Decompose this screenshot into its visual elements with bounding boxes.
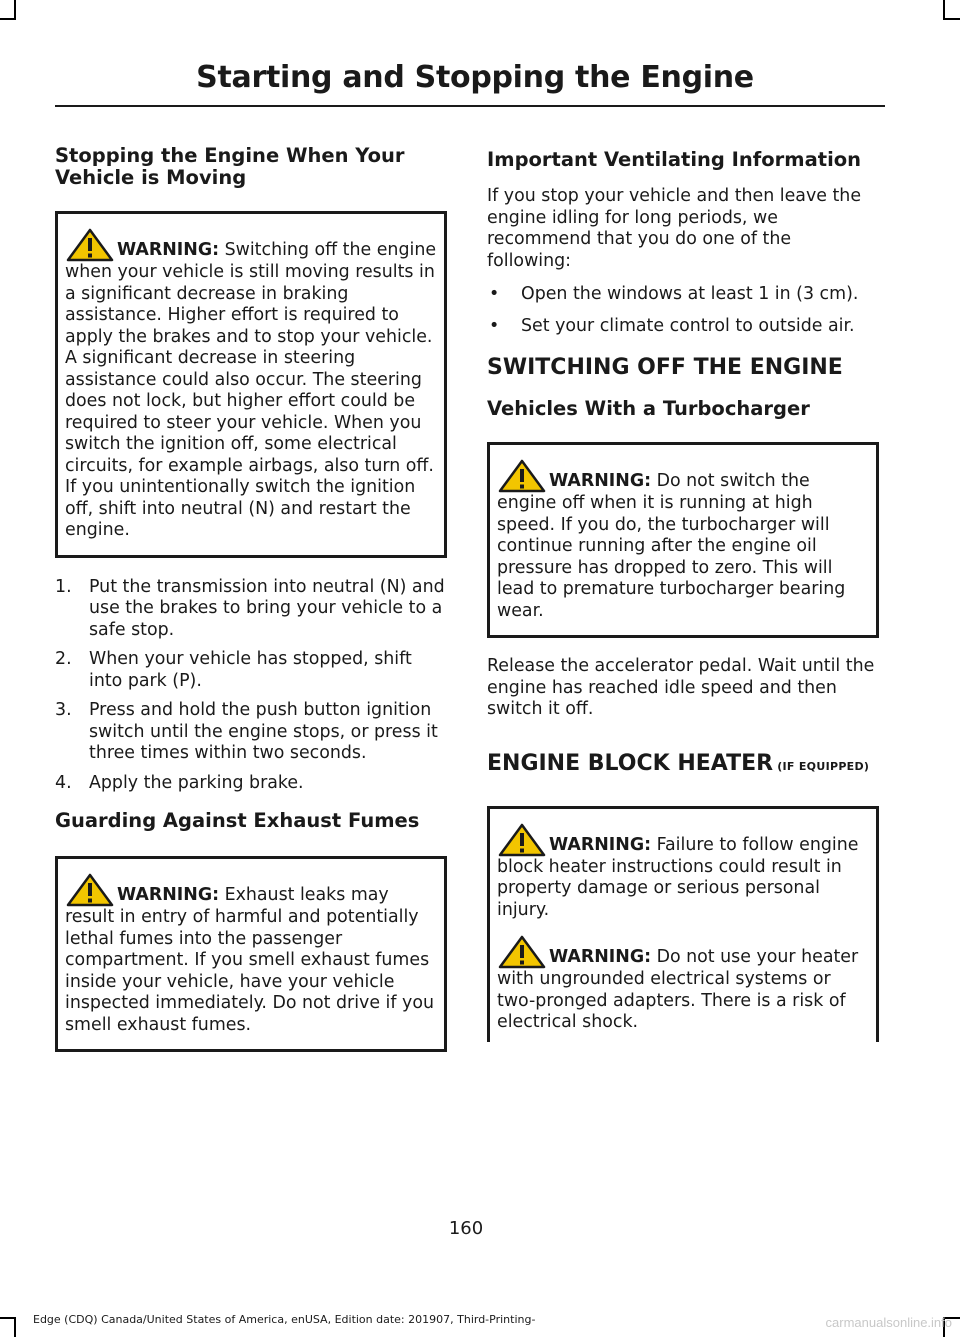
warning-text: Exhaust leaks may result in entry of harmful and potentially lethal fumes into the passenger compartment. If you smell exhaust fumes inside your vehicle, have your vehicle inspected immediately. Do not drive if you smell exhaust fumes. — [65, 885, 434, 1035]
edition-footer: Edge (CDQ) Canada/United States of America, enUSA, Edition date: 201907, Third-Printing- — [33, 1313, 536, 1326]
warning-label: WARNING: — [117, 885, 220, 905]
crop-mark — [0, 1317, 16, 1319]
warning-paragraph — [497, 935, 869, 1034]
warning-text: Switching off the engine when your vehicle is still moving results in a significant decrease in braking assistance. Higher effort is required to apply the brakes and to stop your vehicle. A significant decrease in steering assistance could also occur. The steering does not lock, but higher effort could be required to steer your vehicle. When you switch the ignition off, some electrical circuits, for example airbags, also turn off. If you unintentionally switch the ignition off, shift into neutral (N) and restart the engine. — [65, 240, 437, 540]
stopping-steps-list — [55, 577, 447, 795]
warning-box-exhaust — [55, 856, 447, 1052]
warning-label: WARNING: — [117, 240, 220, 260]
warning-box-heater — [487, 806, 879, 1042]
heater-heading-suffix: (IF EQUIPPED) — [773, 759, 870, 773]
page-number: 160 — [448, 1218, 484, 1239]
watermark: carmanualsonline.info — [825, 1315, 952, 1330]
bullet: • — [489, 284, 500, 304]
warning-paragraph — [497, 823, 869, 922]
warning-label: WARNING: — [549, 834, 652, 855]
bullet-text: Set your climate control to outside air. — [521, 315, 855, 336]
crop-mark — [14, 0, 16, 20]
warning-triangle-icon — [498, 823, 546, 857]
crop-mark — [14, 1317, 16, 1337]
warning-triangle-icon — [66, 228, 114, 262]
warning-triangle-icon — [498, 459, 546, 493]
section-heading-switching: SWITCHING OFF THE ENGINE — [487, 355, 843, 380]
section-heading-ventilating: Important Ventilating Information — [487, 148, 862, 171]
step-number: 3. — [55, 700, 72, 720]
page-title: Starting and Stopping the Engine — [196, 60, 754, 95]
left-column — [55, 145, 447, 1052]
section-heading-turbo: Vehicles With a Turbocharger — [487, 397, 810, 420]
step-text: When your vehicle has stopped, shift into park (P). — [89, 649, 412, 691]
list-item — [55, 577, 447, 642]
ventilating-intro: If you stop your vehicle and then leave the engine idling for long periods, we recommend that you do one of the following: — [487, 186, 862, 271]
release-paragraph: Release the accelerator pedal. Wait until the engine has reached idle speed and then switch it off. — [487, 656, 875, 719]
step-text: Put the transmission into neutral (N) and use the brakes to bring your vehicle to a safe stop. — [89, 576, 445, 640]
warning-triangle-icon — [498, 935, 546, 969]
step-number: 2. — [55, 649, 72, 669]
list-item — [55, 649, 447, 692]
section-heading-exhaust: Guarding Against Exhaust Fumes — [55, 809, 420, 832]
step-number: 4. — [55, 772, 72, 793]
warning-triangle-icon — [66, 873, 114, 907]
list-item — [487, 284, 879, 306]
warning-paragraph — [497, 459, 869, 622]
step-text: Press and hold the push button ignition switch until the engine stops, or press it three times within two seconds. — [89, 700, 438, 763]
warning-box-stopping — [55, 211, 447, 558]
step-text: Apply the parking brake. — [89, 772, 304, 793]
right-column — [487, 145, 879, 1042]
crop-mark — [943, 0, 945, 20]
list-item — [55, 773, 447, 795]
crop-mark — [943, 18, 960, 20]
list-item — [487, 316, 879, 338]
warning-paragraph — [65, 228, 437, 542]
list-item — [55, 700, 447, 765]
warning-text: Do not switch the engine off when it is running at high speed. If you do, the turbocharger will continue running after the engine oil pressure has dropped to zero. This will lead to premature turbocharger bearing wear. — [497, 471, 846, 621]
title-divider — [55, 105, 885, 107]
section-heading-stopping: Stopping the Engine When Your Vehicle is Moving — [55, 144, 405, 189]
warning-label: WARNING: — [549, 471, 652, 491]
warning-text: Do not use your heater with ungrounded electrical systems or two-pronged adapters. There is a risk of electrical shock. — [497, 947, 859, 1032]
warning-label: WARNING: — [549, 947, 652, 967]
warning-text: Failure to follow engine block heater instructions could result in property damage or serious personal injury. — [497, 834, 859, 920]
crop-mark — [0, 18, 16, 20]
ventilating-bullets — [487, 284, 879, 337]
step-number: 1. — [55, 576, 72, 597]
bullet-text: Open the windows at least 1 in (3 cm). — [521, 284, 859, 304]
warning-paragraph — [65, 873, 437, 1036]
section-heading-heater — [487, 741, 879, 790]
bullet: • — [489, 315, 500, 336]
heater-heading-text: ENGINE BLOCK HEATER — [487, 750, 774, 776]
warning-box-turbo — [487, 442, 879, 638]
